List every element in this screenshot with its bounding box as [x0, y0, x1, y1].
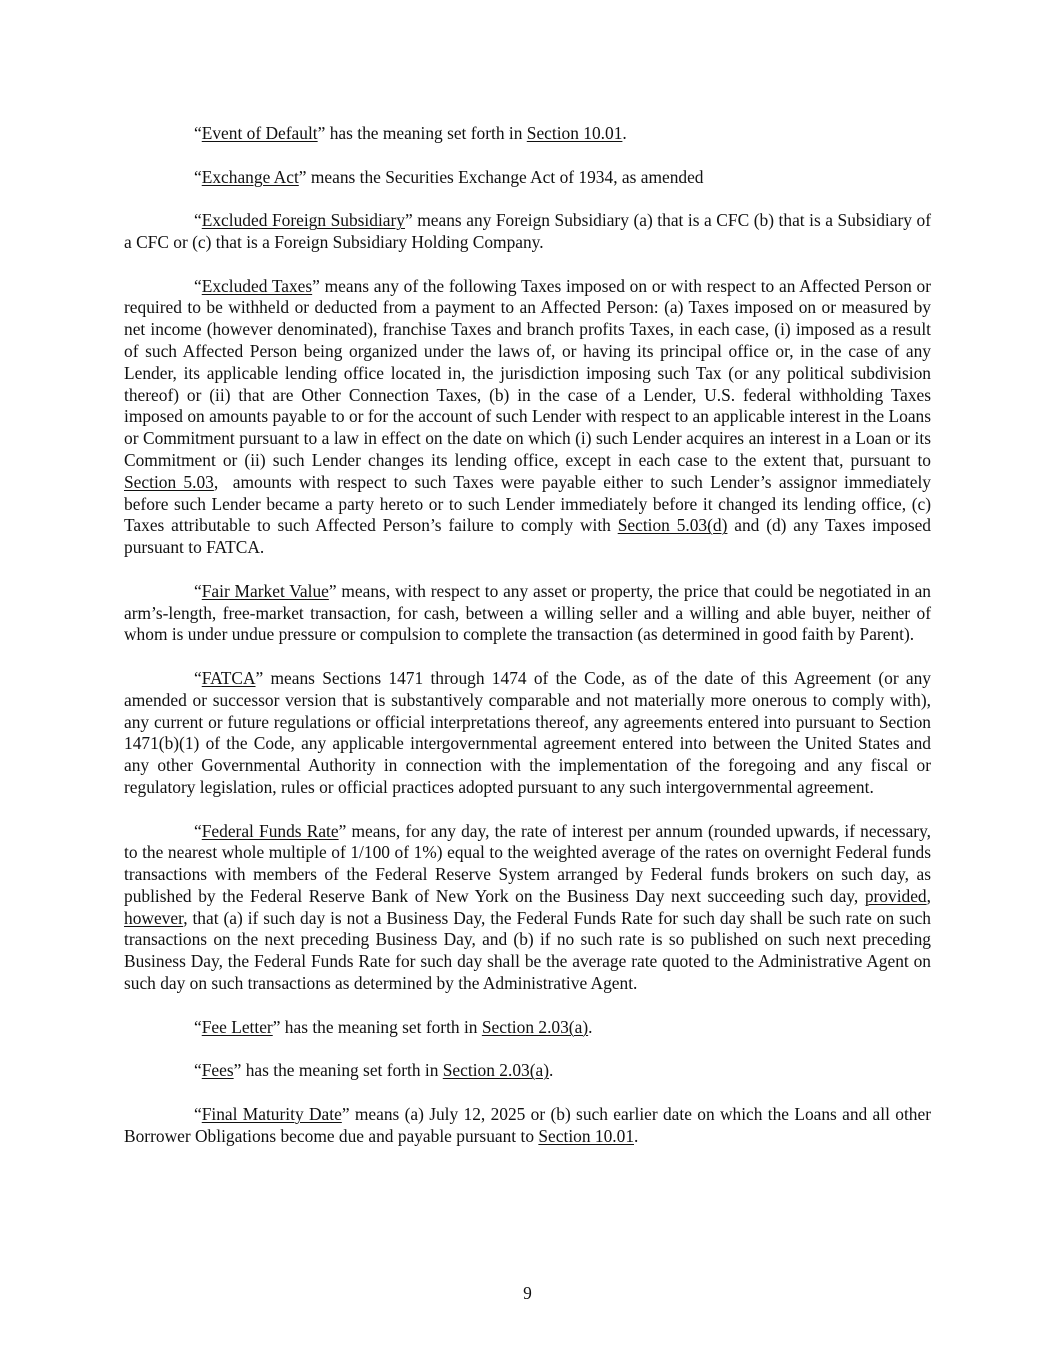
definition-text: and (d) any Taxes imposed pursuant to FATCA. — [124, 515, 931, 558]
defined-term: Event of Default — [201, 123, 318, 143]
section-reference: Section 2.03(a) — [481, 1016, 589, 1037]
defined-term: Federal Funds Rate — [201, 820, 339, 841]
definition-text: means, for any day, the rate of interest per annum (rounded upwards, if necessary, to the nearest whole multiple of 1/100 of 1%) equal to the weighted average of the rates on overnight Federal funds transactions with members of the Federal Reserve System arranged by Federal funds brokers on such day, as published by the Federal Reserve Bank of New York on the Business Day next succeeding such day, — [124, 820, 931, 906]
definition-text: means any Foreign Subsidiary (a) that is a CFC (b) that is a Subsidiary of a CFC or (c) that is a Foreign Subsidiary Holding Company. — [124, 210, 931, 252]
section-reference: Section 2.03(a) — [442, 1060, 550, 1081]
defined-term: FATCA — [201, 667, 256, 688]
defined-term: Fees — [201, 1060, 234, 1081]
definition-text: . — [588, 1016, 593, 1037]
section-reference: Section 5.03 — [124, 471, 214, 492]
definition-text: . — [622, 123, 627, 143]
definition-text: means (a) July 12, 2025 or (b) such earlier date on which the Loans and all other Borrower Obligations become due and payable pursuant to — [124, 1103, 931, 1146]
section-reference: provided — [864, 885, 927, 906]
definition-text: , that (a) if such day is not a Business Day, the Federal Funds Rate for such day shall be such rate on such transactions on the next preceding Business Day, and (b) if no such rate is so published on such next preceding Business Day, the Federal Funds Rate for such day shall be the average rate quoted to the Administrative Agent on such day on such transactions as determined by the Administrative Agent. — [124, 907, 931, 994]
section-reference: Section 5.03(d) — [617, 515, 728, 536]
section-reference: Section 10.01 — [538, 1125, 635, 1146]
definition-paragraph: “FATCA” means Sections 1471 through 1474 of the Code, as of the date of this Agreement (or any amended or successor version that is substantively comparable and not materially more onerous to comply with), any current or future regulations or official interpretations thereof, any agreements entered into pursuant to Section 1471(b)(1) of the Code, any applicable intergovernmental agreement entered into between the United States and any other Governmental Authority in connection with the implementation of the foregoing and any fiscal or regulatory legislation, rules or official practices adopted pursuant to any such intergovernmental agreement. — [124, 667, 931, 797]
section-reference: Section 10.01 — [526, 123, 623, 143]
definition-text: . — [634, 1125, 639, 1146]
definition-paragraph: “Fee Letter” has the meaning set forth in Section 2.03(a). — [194, 1016, 593, 1037]
definition-text: . — [549, 1060, 554, 1081]
definition-text: has the meaning set forth in — [241, 1060, 443, 1081]
defined-term: Final Maturity Date — [201, 1103, 342, 1124]
defined-term: Excluded Foreign Subsidiary — [201, 210, 405, 231]
definition-paragraph: “Event of Default” has the meaning set forth in Section 10.01. — [194, 123, 627, 143]
defined-term: Fair Market Value — [201, 580, 329, 601]
defined-term: Fee Letter — [201, 1016, 273, 1037]
definitions-list — [124, 123, 931, 1169]
definition-text: has the meaning set forth in — [280, 1016, 482, 1037]
definition-text: means any of the following Taxes imposed on or with respect to an Affected Person or required to be withheld or deducted from a payment to an Affected Person: (a) Taxes imposed on or measured by net income (however denominated), franchise Taxes and branch profits Taxes, in each case, (i) imposed as a result of such Affected Person being organized under the laws of, or having its principal office or, in the case of any Lender, its applicable lending office located in, the jurisdiction imposing such Tax (or any political subdivision thereof) or (ii) that are Other Connection Taxes, (b) in the case of a Lender, U.S. federal withholding Taxes imposed on amounts payable to or for the account of such Lender with respect to an applicable interest in the Loans or Commitment pursuant to a law in effect on the date on which (i) such Lender acquires an interest in a Loan or its Commitment or (ii) such Lender changes its lending office, except in each case to the extent that, pursuant to — [124, 275, 931, 470]
definition-text: has the meaning set forth in — [325, 123, 527, 143]
definition-paragraph: “Excluded Foreign Subsidiary” means any Foreign Subsidiary (a) that is a CFC (b) that is a Subsidiary of a CFC or (c) that is a Foreign Subsidiary Holding Company. — [124, 210, 931, 252]
definition-paragraph: “Exchange Act” means the Securities Exchange Act of 1934, as amended — [194, 166, 704, 187]
definition-text: means the Securities Exchange Act of 1934, as amended — [306, 166, 704, 187]
definition-paragraph: “Federal Funds Rate” means, for any day, the rate of interest per annum (rounded upwards, if necessary, to the nearest whole multiple of 1/100 of 1%) equal to the weighted average of the rates on overnight Federal funds transactions with members of the Federal Reserve System arranged by Federal funds brokers on such day, as published by the Federal Reserve Bank of New York on the Business Day next succeeding such day, provided, however, that (a) if such day is not a Business Day, the Federal Funds Rate for such day shall be such rate on such transactions on the next preceding Business Day, and (b) if no such rate is so published on such next preceding Business Day, the Federal Funds Rate for such day shall be the average rate quoted to the Administrative Agent on such day on such transactions as determined by the Administrative Agent. — [124, 820, 931, 994]
definition-text: , — [926, 885, 931, 906]
definition-text: means Sections 1471 through 1474 of the Code, as of the date of this Agreement (or any amended or successor version that is substantively comparable and not materially more onerous to comply with), any current or future regulations or official interpretations thereof, any agreements entered into pursuant to Section 1471(b)(1) of the Code, any applicable intergovernmental agreement entered into between the United States and any other Governmental Authority in connection with the implementation of the foregoing and any fiscal or regulatory legislation, rules or official practices adopted pursuant to any such intergovernmental agreement. — [124, 667, 931, 797]
definition-paragraph: “Excluded Taxes” means any of the following Taxes imposed on or with respect to an Affected Person or required to be withheld or deducted from a payment to an Affected Person: (a) Taxes imposed on or measured by net income (however denominated), franchise Taxes and branch profits Taxes, in each case, (i) imposed as a result of such Affected Person being organized under the laws of, or having its principal office or, in the case of any Lender, its applicable lending office located in, the jurisdiction imposing such Tax (or any political subdivision thereof) or (ii) that are Other Connection Taxes, (b) in the case of a Lender, U.S. federal withholding Taxes imposed on amounts payable to or for the account of such Lender with respect to an applicable interest in the Loans or Commitment pursuant to a law in effect on the date on which (i) such Lender acquires an interest in a Loan or its Commitment or (ii) such Lender changes its lending office, except in each case to the extent that, pursuant to Section 5.03, amounts with respect to such Taxes were payable either to such Lender’s assignor immediately before such Lender became a party hereto or to such Lender immediately before it changed its lending office, (c) Taxes attributable to such Affected Person’s failure to comply with Section 5.03(d) and (d) any Taxes imposed pursuant to FATCA. — [124, 275, 931, 558]
page-number: 9 — [523, 1283, 532, 1303]
defined-term: Excluded Taxes — [201, 275, 313, 296]
defined-term: Exchange Act — [201, 166, 299, 187]
section-reference: however — [124, 907, 184, 928]
definition-paragraph: “Fees” has the meaning set forth in Section 2.03(a). — [194, 1060, 554, 1081]
definition-text: , amounts with respect to such Taxes were payable either to such Lender’s assignor immediately before such Lender became a party hereto or to such Lender immediately before it changed its lending office, (c) Taxes attributable to such Affected Person’s failure to comply with — [124, 471, 931, 536]
definition-paragraph: “Final Maturity Date” means (a) July 12, 2025 or (b) such earlier date on which the Loans and all other Borrower Obligations become due and payable pursuant to Section 10.01. — [124, 1103, 931, 1146]
definition-text: means, with respect to any asset or property, the price that could be negotiated in an arm’s-length, free-market transaction, for cash, between a willing seller and a willing and able buyer, neither of whom is under undue pressure or compulsion to complete the transaction (as determined in good faith by Parent). — [124, 580, 931, 645]
definition-paragraph: “Fair Market Value” means, with respect to any asset or property, the price that could be negotiated in an arm’s-length, free-market transaction, for cash, between a willing seller and a willing and able buyer, neither of whom is under undue pressure or compulsion to complete the transaction (as determined in good faith by Parent). — [124, 580, 931, 645]
